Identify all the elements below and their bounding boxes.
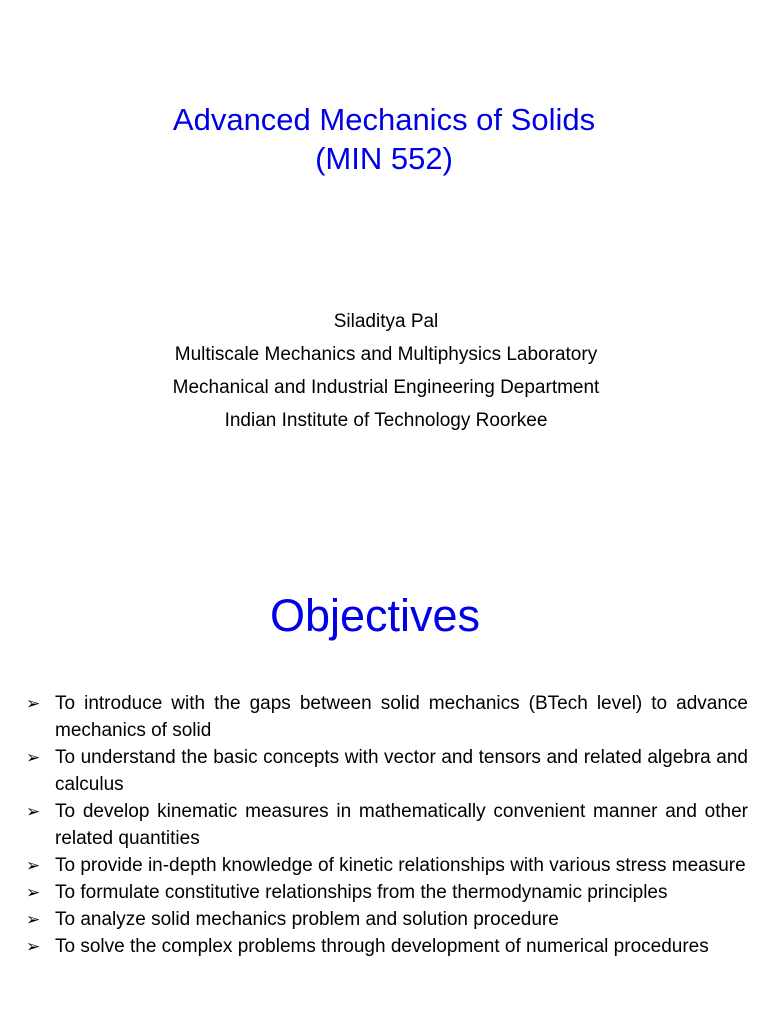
title-line-1: Advanced Mechanics of Solids bbox=[172, 102, 596, 137]
author-department: Mechanical and Industrial Engineering Department bbox=[172, 377, 600, 398]
document-title bbox=[0, 100, 768, 178]
objective-item bbox=[26, 690, 748, 744]
objective-text: To formulate constitutive relationships from the thermodynamic principles bbox=[55, 882, 668, 903]
objectives-heading: Objectives bbox=[269, 590, 481, 641]
objectives-list bbox=[26, 690, 748, 960]
objective-item bbox=[26, 933, 748, 960]
objective-text: To analyze solid mechanics problem and solution procedure bbox=[55, 909, 559, 930]
objective-text: To understand the basic concepts with vector and tensors and related algebra and calculus bbox=[55, 747, 748, 795]
objective-text: To solve the complex problems through development of numerical procedures bbox=[55, 936, 709, 957]
title-line-2: (MIN 552) bbox=[315, 141, 453, 176]
arrow-bullet-icon: ➢ bbox=[26, 694, 41, 713]
objective-item bbox=[26, 879, 748, 906]
author-name: Siladitya Pal bbox=[333, 311, 439, 332]
author-block bbox=[0, 305, 768, 437]
objective-text: To develop kinematic measures in mathematically convenient manner and other related quantities bbox=[55, 801, 748, 849]
arrow-bullet-icon: ➢ bbox=[26, 802, 41, 821]
arrow-bullet-icon: ➢ bbox=[26, 748, 41, 767]
objective-item bbox=[26, 798, 748, 852]
author-lab: Multiscale Mechanics and Multiphysics Laboratory bbox=[174, 344, 598, 365]
objective-item bbox=[26, 906, 748, 933]
objective-item bbox=[26, 852, 748, 879]
author-institute: Indian Institute of Technology Roorkee bbox=[224, 410, 548, 431]
objective-text: To provide in-depth knowledge of kinetic relationships with various stress measure bbox=[55, 855, 746, 876]
arrow-bullet-icon: ➢ bbox=[26, 937, 41, 956]
objective-text: To introduce with the gaps between solid mechanics (BTech level) to advance mechanics of solid bbox=[55, 693, 748, 741]
arrow-bullet-icon: ➢ bbox=[26, 856, 41, 875]
objective-item bbox=[26, 744, 748, 798]
arrow-bullet-icon: ➢ bbox=[26, 910, 41, 929]
arrow-bullet-icon: ➢ bbox=[26, 883, 41, 902]
